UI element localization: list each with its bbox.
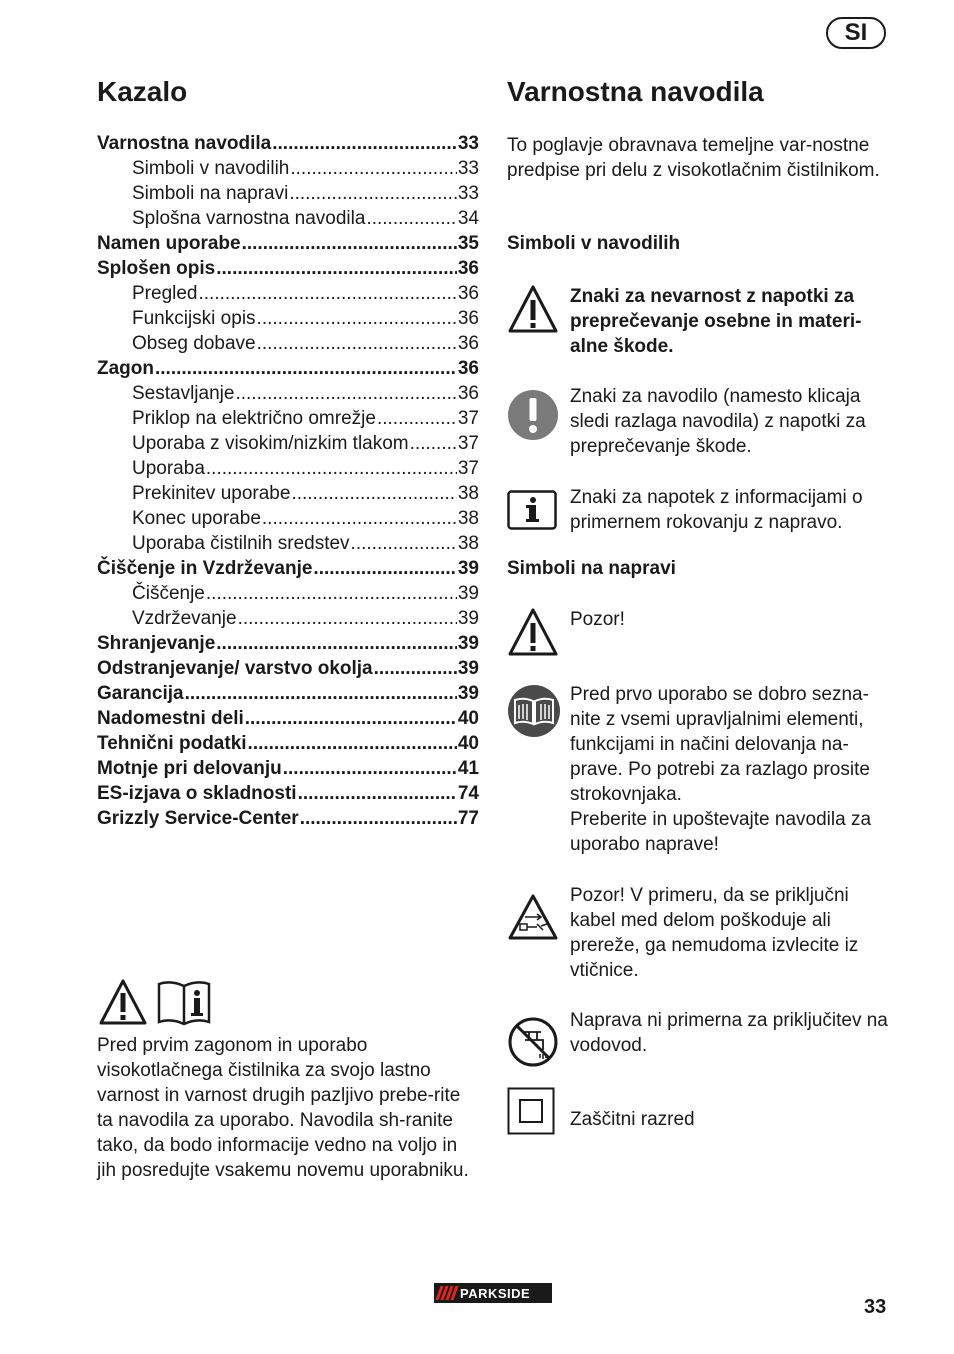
toc-entry-label: Splošna varnostna navodila [132, 208, 366, 229]
symbol-info-text: Znaki za napotek z informacijami o primernem rokovanju z napravo. [570, 487, 863, 533]
warning-triangle-icon [507, 284, 559, 334]
toc-entry-label: Garancija [97, 683, 184, 704]
toc-entry [97, 508, 479, 533]
read-manual-icon [507, 684, 561, 738]
toc-entry-page: 38 [457, 533, 479, 554]
toc-entry-page: 39 [457, 683, 479, 704]
heading-manual-symbols: Simboli v navodilih [507, 233, 681, 254]
toc-entry [97, 433, 479, 458]
toc-entry [97, 308, 479, 333]
toc-entry-label: Nadomestni deli [97, 708, 244, 729]
toc-leader-dots [235, 383, 456, 405]
toc-leader-dots [377, 408, 457, 430]
toc-entry-label: Priklop na električno omrežje [132, 408, 376, 429]
toc-entry [97, 258, 479, 283]
toc-entry-label: Obseg dobave [132, 333, 256, 354]
toc-entry-page: 36 [457, 283, 479, 304]
toc-entry-label: Splošen opis [97, 258, 216, 279]
table-of-contents [97, 133, 479, 833]
toc-entry-label: Sestavljanje [132, 383, 235, 404]
safety-intro: To poglavje obravnava temeljne var-nostne predpise pri delu z visokotlačnim čistilnikom. [507, 135, 880, 181]
symbol-protection-class-text: Zaščitni razred [570, 1109, 695, 1130]
toc-entry [97, 458, 479, 483]
toc-entry-label: Čiščenje [132, 583, 205, 604]
toc-leader-dots [283, 758, 457, 780]
toc-leader-dots [216, 633, 457, 655]
toc-leader-dots [289, 183, 457, 205]
toc-leader-dots [262, 508, 457, 530]
toc-entry [97, 783, 479, 808]
symbol-caution-text: Pozor! [570, 609, 625, 630]
toc-entry-label: Vzdrževanje [132, 608, 237, 629]
toc-entry-page: 36 [457, 358, 479, 379]
toc-leader-dots [206, 458, 457, 480]
toc-entry-label: Uporaba čistilnih sredstev [132, 533, 350, 554]
language-badge: SI [826, 17, 886, 49]
toc-entry [97, 383, 479, 408]
toc-leader-dots [291, 483, 456, 505]
brand-name: PARKSIDE [460, 1285, 531, 1301]
toc-leader-dots [257, 333, 457, 355]
toc-entry [97, 808, 479, 833]
toc-entry [97, 733, 479, 758]
toc-leader-dots [351, 533, 457, 555]
toc-entry [97, 758, 479, 783]
toc-leader-dots [245, 708, 457, 730]
toc-entry-label: Tehnični podatki [97, 733, 247, 754]
toc-entry [97, 233, 479, 258]
parkside-logo [434, 1283, 552, 1303]
toc-entry-label: Funkcijski opis [132, 308, 256, 329]
toc-entry-page: 39 [457, 658, 479, 679]
page-number: 33 [864, 1296, 887, 1318]
toc-entry-page: 36 [457, 308, 479, 329]
toc-entry-label: Uporaba z visokim/nizkim tlakom [132, 433, 409, 454]
toc-leader-dots [206, 583, 457, 605]
info-box-icon [507, 490, 557, 530]
toc-entry-label: Zagon [97, 358, 154, 379]
toc-entry [97, 583, 479, 608]
safety-title: Varnostna navodila [507, 76, 764, 107]
toc-entry-page: 39 [457, 633, 479, 654]
toc-leader-dots [272, 133, 457, 155]
toc-entry-page: 35 [457, 233, 479, 254]
toc-leader-dots [290, 158, 457, 180]
toc-entry [97, 283, 479, 308]
toc-entry-label: Konec uporabe [132, 508, 261, 529]
toc-entry-label: Uporaba [132, 458, 205, 479]
toc-entry-page: 37 [457, 458, 479, 479]
toc-entry-label: ES-izjava o skladnosti [97, 783, 297, 804]
toc-entry-label: Prekinitev uporabe [132, 483, 291, 504]
warning-triangle-icon [98, 978, 148, 1026]
toc-leader-dots [199, 283, 457, 305]
toc-entry-page: 38 [457, 508, 479, 529]
toc-entry-label: Namen uporabe [97, 233, 241, 254]
toc-entry-label: Grizzly Service-Center [97, 808, 299, 829]
toc-leader-dots [185, 683, 457, 705]
toc-entry [97, 333, 479, 358]
toc-leader-dots [257, 308, 457, 330]
toc-title: Kazalo [97, 76, 188, 107]
toc-leader-dots [242, 233, 457, 255]
protection-class-icon [507, 1087, 555, 1135]
toc-entry [97, 558, 479, 583]
toc-entry-page: 38 [457, 483, 479, 504]
toc-entry-page: 37 [457, 433, 479, 454]
toc-entry [97, 533, 479, 558]
toc-leader-dots [410, 433, 457, 455]
toc-entry-page: 39 [457, 583, 479, 604]
toc-entry-label: Pregled [132, 283, 198, 304]
toc-leader-dots [155, 358, 457, 380]
toc-entry-label: Shranjevanje [97, 633, 216, 654]
toc-entry-label: Motnje pri delovanju [97, 758, 282, 779]
toc-entry [97, 658, 479, 683]
toc-entry-page: 36 [457, 333, 479, 354]
intro-icons [98, 978, 212, 1026]
no-water-supply-icon [507, 1016, 559, 1068]
toc-entry-page: 39 [457, 608, 479, 629]
toc-entry-label: Simboli na napravi [132, 183, 289, 204]
toc-entry [97, 683, 479, 708]
toc-leader-dots [248, 733, 457, 755]
toc-entry [97, 633, 479, 658]
toc-leader-dots [366, 208, 456, 230]
symbol-read-manual-text [570, 682, 892, 857]
symbol-instruction-text: Znaki za navodilo (namesto klicaja sledi razlaga navodila) z napotki za preprečevanje škode. [570, 386, 866, 457]
toc-leader-dots [300, 808, 457, 830]
toc-entry-page: 33 [457, 158, 479, 179]
toc-entry-page: 33 [457, 133, 479, 154]
toc-entry-label: Odstranjevanje/ varstvo okolja [97, 658, 373, 679]
toc-leader-dots [313, 558, 456, 580]
toc-entry [97, 708, 479, 733]
toc-entry-page: 34 [457, 208, 479, 229]
toc-entry-page: 41 [457, 758, 479, 779]
toc-entry-page: 37 [457, 408, 479, 429]
toc-leader-dots [216, 258, 457, 280]
toc-entry-page: 40 [457, 708, 479, 729]
toc-entry-page: 77 [457, 808, 479, 829]
toc-entry [97, 483, 479, 508]
toc-entry [97, 408, 479, 433]
symbol-cable-damage-text: Pozor! V primeru, da se priključni kabel med delom poškoduje ali prereže, ga nemudoma izvlecite iz vtičnice. [570, 885, 859, 981]
symbol-no-water-supply-text: Naprava ni primerna za priključitev na vodovod. [570, 1010, 888, 1056]
toc-entry [97, 608, 479, 633]
toc-entry [97, 208, 479, 233]
toc-entry-label: Varnostna navodila [97, 133, 272, 154]
manual-info-icon [156, 978, 212, 1026]
symbol-danger-text: Znaki za nevarnost z napotki za preprečevanje osebne in materi-alne škode. [570, 286, 862, 357]
toc-entry-label: Čiščenje in Vzdrževanje [97, 558, 313, 579]
toc-entry-page: 39 [457, 558, 479, 579]
cable-damage-icon [507, 893, 559, 941]
heading-device-symbols: Simboli na napravi [507, 558, 676, 579]
toc-entry-page: 33 [457, 183, 479, 204]
toc-entry-page: 40 [457, 733, 479, 754]
toc-entry [97, 158, 479, 183]
toc-leader-dots [374, 658, 457, 680]
toc-entry-page: 74 [457, 783, 479, 804]
warning-triangle-icon [507, 607, 559, 657]
toc-entry [97, 133, 479, 158]
toc-entry [97, 183, 479, 208]
toc-entry [97, 358, 479, 383]
exclamation-circle-icon [507, 389, 559, 441]
toc-entry-page: 36 [457, 258, 479, 279]
toc-leader-dots [238, 608, 457, 630]
intro-paragraph: Pred prvim zagonom in uporabo visokotlačnega čistilnika za svojo lastno varnost in varnost drugih pazljivo prebe-rite ta navodila za uporabo. Navodila sh-ranite tako, da bodo informacije vedno na voljo in jih posredujte vsakemu novemu uporabniku. [97, 1035, 469, 1181]
toc-leader-dots [298, 783, 457, 805]
logo-stripes [434, 1286, 456, 1300]
toc-entry-page: 36 [457, 383, 479, 404]
toc-entry-label: Simboli v navodilih [132, 158, 290, 179]
read-manual-text: Pred prvo uporabo se dobro sezna-nite z vsemi upravljalnimi elementi, funkcijami in načini delovanja na-prave. Po potrebi za razlago prosite strokovnjaka. Preberite in upoštevajte navodila za uporabo naprave! [570, 684, 872, 855]
